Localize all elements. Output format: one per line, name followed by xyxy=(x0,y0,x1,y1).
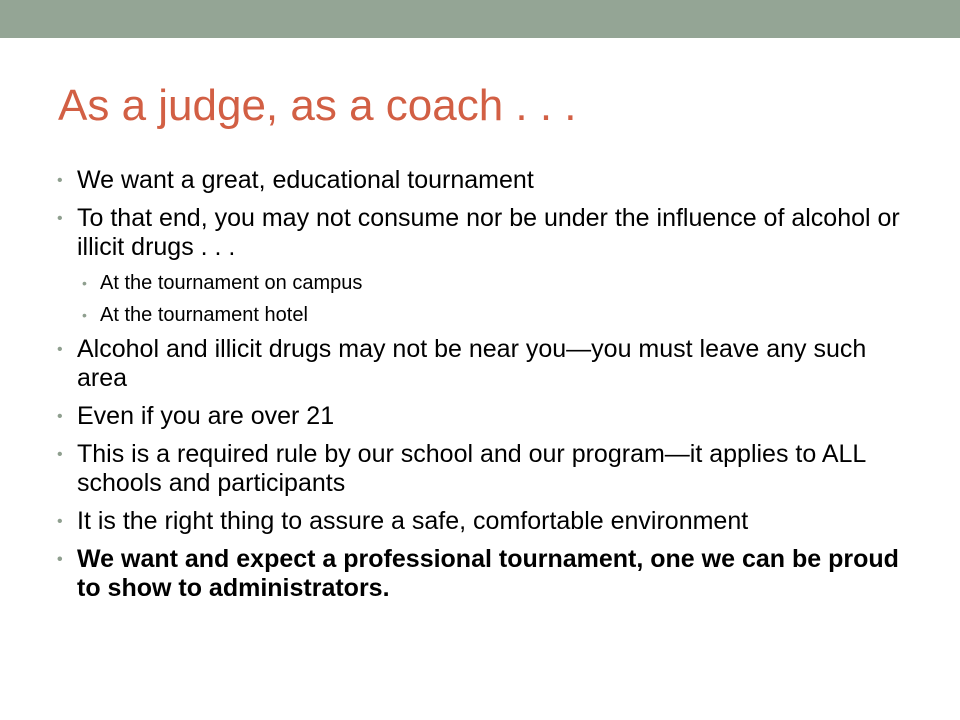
sub-bullet-item: • At the tournament on campus xyxy=(89,271,916,295)
bullet-item: • To that end, you may not consume nor be under the influence of alcohol or illicit drugs . . . xyxy=(56,204,916,262)
bullet-item: • This is a required rule by our school and our program—it applies to ALL schools and participants xyxy=(56,440,916,498)
bullet-item: • We want a great, educational tournament xyxy=(56,166,916,195)
bullet-item: • Even if you are over 21 xyxy=(56,402,916,431)
bullet-list xyxy=(56,166,916,612)
slide-title: As a judge, as a coach . . . xyxy=(58,81,577,130)
sub-bullet-item: • At the tournament hotel xyxy=(89,303,916,327)
bullet-item: • It is the right thing to assure a safe, comfortable environment xyxy=(56,507,916,536)
bullet-item: • Alcohol and illicit drugs may not be near you—you must leave any such area xyxy=(56,335,916,393)
bullet-item-emphasis: • We want and expect a professional tournament, one we can be proud to show to administrators. xyxy=(56,545,916,603)
top-accent-bar xyxy=(0,0,960,38)
